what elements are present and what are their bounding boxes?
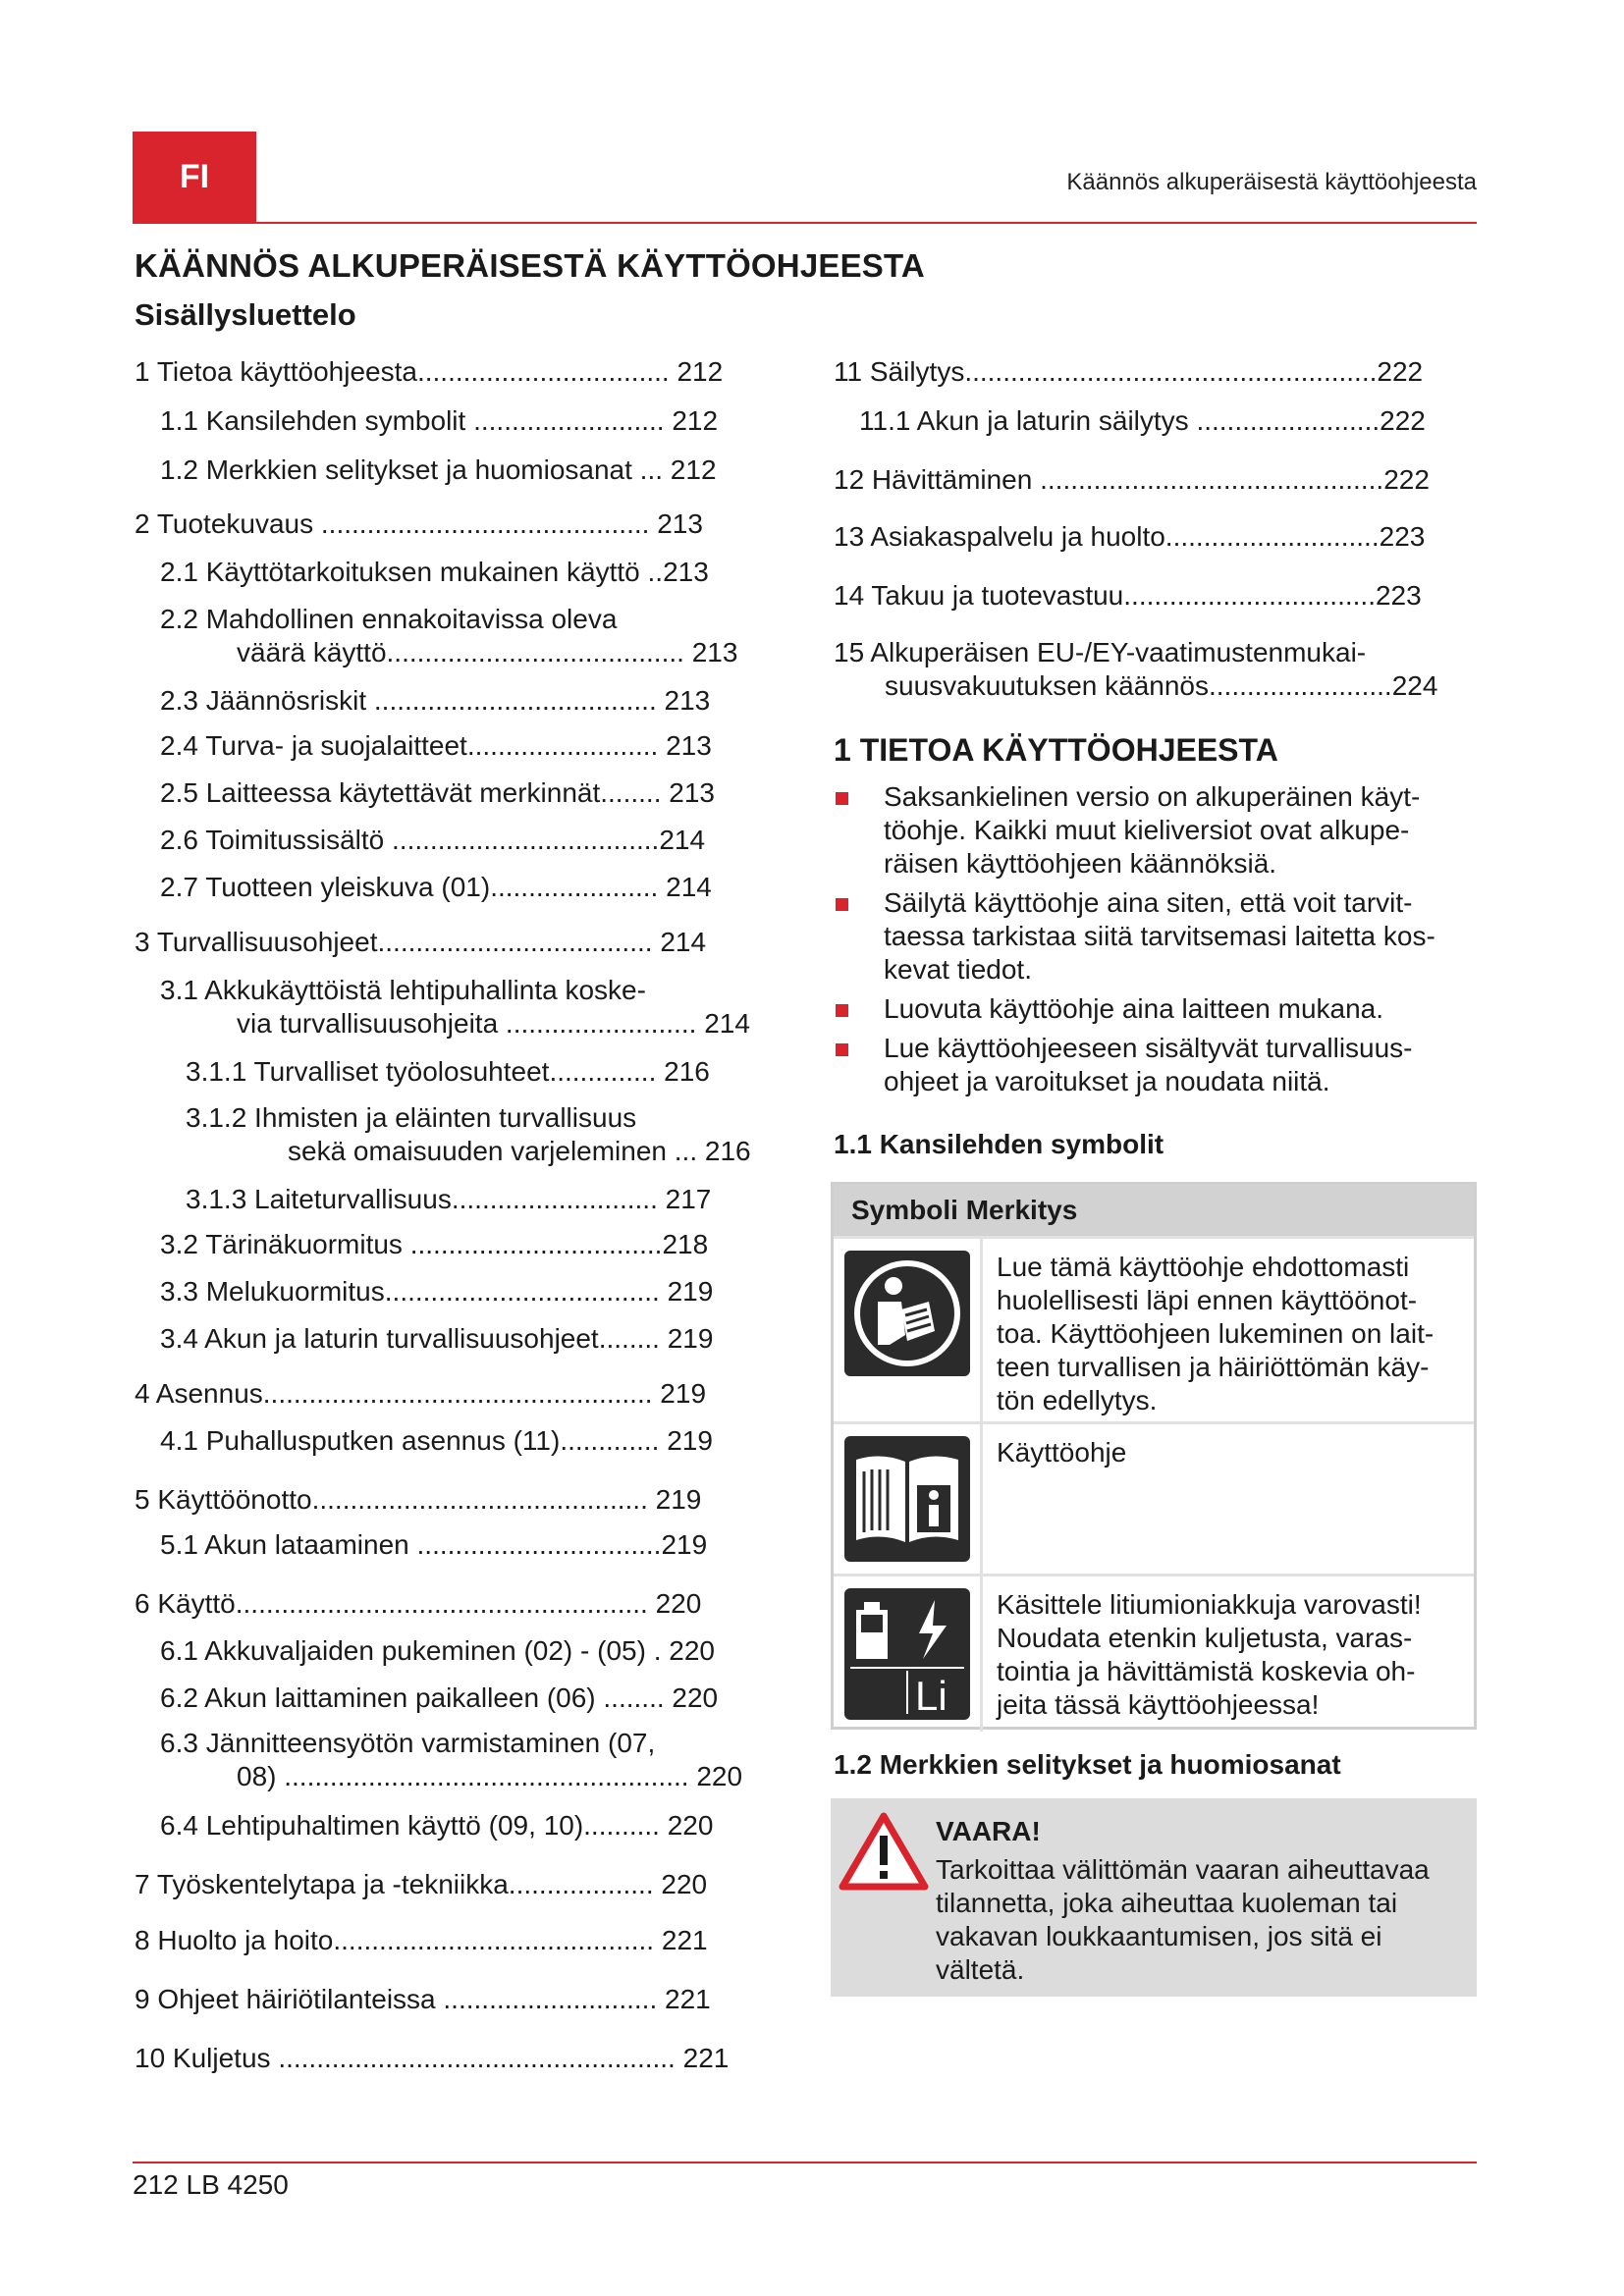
symbol-row: [834, 1574, 1474, 1732]
toc-entry-label: 3.1.1 Turvalliset työolosuhteet..............: [186, 1056, 657, 1087]
bullet-item: Saksankielinen versio on alkuperäinen käyt-töohje. Kaikki muut kieliversiot ovat alkupe-räisen käyttöohjeen käännöksiä.: [834, 780, 1482, 881]
toc-entry-label: 14 Takuu ja tuotevastuu.................................: [834, 580, 1376, 611]
toc-entry-page: 219: [667, 1323, 714, 1354]
toc-entry-page: 213: [657, 508, 703, 539]
section-1-bullets: [834, 780, 1482, 1104]
toc-entry-label: sekä omaisuuden varjeleminen ...: [288, 1136, 698, 1166]
toc-entry[interactable]: [834, 579, 1422, 613]
toc-entry[interactable]: [859, 404, 1426, 438]
toc-entry-label: 1.2 Merkkien selitykset ja huomiosanat ...: [160, 454, 664, 485]
running-header: Käännös alkuperäisestä käyttöohjeesta: [1066, 169, 1477, 195]
bullet-item: Luovuta käyttöohje aina laitteen mukana.: [834, 992, 1482, 1026]
read-manual-icon: [834, 1239, 983, 1421]
toc-entry[interactable]: [135, 1587, 701, 1621]
toc-entry-label: 15 Alkuperäisen EU-/EY-vaatimustenmukai-: [834, 637, 1367, 667]
toc-entry-page: 216: [664, 1056, 710, 1087]
toc-entry-page: 222: [1383, 464, 1430, 495]
toc-entry-page: 219: [660, 1378, 707, 1409]
toc-entry[interactable]: [135, 1483, 701, 1517]
toc-entry-label: 3 Turvallisuusohjeet....................................: [135, 927, 653, 957]
toc-entry[interactable]: [160, 404, 718, 438]
toc-entry[interactable]: [135, 1983, 711, 2016]
section-1-1-title: 1.1 Kansilehden symbolit: [834, 1129, 1164, 1159]
toc-entry-label: via turvallisuusohjeita .........................: [237, 1008, 697, 1039]
toc-entry[interactable]: [135, 926, 706, 959]
toc-entry-label: 2.2 Mahdollinen ennakoitavissa oleva: [160, 604, 618, 634]
toc-entry[interactable]: [237, 1007, 750, 1041]
toc-entry-label: 6.3 Jännitteensyötön varmistaminen (07,: [160, 1728, 656, 1758]
toc-entry-label: 2.3 Jäännösriskit .....................................: [160, 685, 657, 716]
bullet-item: Säilytä käyttöohje aina siten, että voit tarvit-taessa tarkistaa siitä tarvitsemasi laitetta kos-kevat tiedot.: [834, 886, 1482, 987]
toc-title: Sisällysluettelo: [135, 297, 356, 332]
toc-entry[interactable]: [160, 729, 712, 763]
toc-entry-label: 3.1 Akkukäyttöistä lehtipuhallinta koske-: [160, 975, 646, 1005]
symbol-table-header-text: Symboli Merkitys: [851, 1195, 1078, 1225]
toc-entry[interactable]: [160, 974, 646, 1007]
toc-entry[interactable]: [834, 355, 1423, 389]
toc-entry[interactable]: [135, 2042, 729, 2075]
toc-entry[interactable]: [160, 824, 705, 857]
toc-entry-label: 6.2 Akun laittaminen paikalleen (06) ........: [160, 1682, 665, 1713]
lithium-battery-icon: [834, 1576, 983, 1732]
toc-entry-label: 2.4 Turva- ja suojalaitteet.........................: [160, 730, 659, 761]
lithium-label: Li: [914, 1673, 947, 1719]
danger-text: Tarkoittaa välittömän vaaran aiheuttavaa tilannetta, joka aiheuttaa kuoleman tai vakavan loukkaantumisen, jos sitä ei vältetä.: [936, 1854, 1430, 1985]
toc-entry[interactable]: [135, 1868, 707, 1901]
toc-entry[interactable]: [834, 463, 1430, 497]
toc-entry[interactable]: [186, 1055, 710, 1089]
toc-entry-page: 220: [661, 1869, 708, 1899]
toc-entry-page: 218: [662, 1229, 709, 1259]
toc-entry[interactable]: [135, 1377, 706, 1411]
toc-entry[interactable]: [160, 871, 712, 904]
toc-entry[interactable]: [135, 355, 723, 389]
toc-entry[interactable]: [160, 1727, 655, 1760]
toc-entry-label: 4.1 Puhallusputken asennus (11).............: [160, 1425, 660, 1456]
toc-entry-label: 5.1 Akun lataaminen ................................: [160, 1529, 662, 1560]
toc-entry-page: 220: [696, 1761, 743, 1791]
toc-entry-page: 220: [655, 1588, 702, 1619]
symbol-row-text: Käsittele litiumioniakkuja varovasti! Noudata etenkin kuljetusta, varas-tointia ja hävittämistä koskevia oh-jeita tässä käyttöohjeessa!: [997, 1589, 1422, 1720]
toc-entry-label: 6.4 Lehtipuhaltimen käyttö (09, 10)..........: [160, 1810, 660, 1841]
toc-entry-label: 13 Asiakaspalvelu ja huolto............................: [834, 521, 1380, 552]
toc-entry[interactable]: [160, 684, 710, 718]
toc-entry-page: 220: [667, 1810, 714, 1841]
toc-entry[interactable]: [834, 636, 1366, 669]
toc-entry-label: 6 Käyttö......................................................: [135, 1588, 648, 1619]
toc-entry-label: 7 Työskentelytapa ja -tekniikka...................: [135, 1869, 654, 1899]
manual-info-icon: [834, 1424, 983, 1574]
toc-entry-page: 214: [659, 825, 706, 855]
toc-entry-page: 212: [670, 454, 717, 485]
toc-entry-page: 221: [661, 1925, 708, 1955]
symbol-row-text: Lue tämä käyttöohje ehdottomasti huolellisesti läpi ennen käyttöönot-toa. Käyttöohjeen lukeminen on lait-teen turvallisen ja häiriöttömän käy-tön edellytys.: [997, 1252, 1435, 1415]
toc-entry[interactable]: [160, 1634, 715, 1668]
warning-triangle-icon: [839, 1812, 929, 1896]
toc-entry-label: 5 Käyttöönotto............................................: [135, 1484, 648, 1515]
toc-entry-page: 222: [1377, 356, 1424, 387]
toc-entry[interactable]: [160, 1682, 718, 1715]
toc-entry-label: 3.1.3 Laiteturvallisuus...........................: [186, 1184, 658, 1214]
section-1-title: 1 TIETOA KÄYTTÖOHJEESTA: [834, 732, 1278, 768]
toc-entry[interactable]: [885, 669, 1437, 703]
toc-entry[interactable]: [237, 1760, 742, 1793]
toc-entry-page: 214: [666, 872, 712, 902]
toc-entry[interactable]: [237, 636, 737, 669]
symbol-row: [834, 1236, 1474, 1421]
toc-entry-label: 8 Huolto ja hoito..........................................: [135, 1925, 655, 1955]
toc-entry-page: 213: [663, 557, 709, 587]
toc-entry-page: 221: [665, 1984, 711, 2014]
symbol-row-text: Käyttöohje: [997, 1437, 1127, 1468]
toc-entry-page: 219: [667, 1425, 713, 1456]
toc-entry[interactable]: [834, 520, 1425, 554]
toc-entry-label: 08) .....................................................: [237, 1761, 689, 1791]
toc-entry-page: 212: [672, 405, 719, 436]
toc-entry-label: 1.1 Kansilehden symbolit .........................: [160, 405, 665, 436]
toc-entry-page: 220: [672, 1682, 719, 1713]
toc-entry[interactable]: [160, 776, 715, 810]
page-footer: 212 LB 4250: [133, 2169, 289, 2200]
toc-entry[interactable]: [288, 1135, 751, 1168]
toc-entry[interactable]: [160, 1228, 708, 1261]
toc-entry-page: 214: [704, 1008, 750, 1039]
toc-entry-page: 222: [1380, 405, 1426, 436]
language-code: FI: [179, 157, 210, 195]
toc-entry-label: 2.7 Tuotteen yleiskuva (01)......................: [160, 872, 659, 902]
language-tab: [133, 132, 256, 222]
toc-entry[interactable]: [186, 1183, 711, 1216]
toc-entry-label: 4 Asennus...................................................: [135, 1378, 653, 1409]
toc-entry-label: 2.5 Laitteessa käytettävät merkinnät........: [160, 777, 662, 808]
toc-entry[interactable]: [186, 1101, 636, 1135]
toc-entry-label: 3.1.2 Ihmisten ja eläinten turvallisuus: [186, 1102, 637, 1133]
toc-entry-page: 220: [669, 1635, 715, 1666]
toc-entry-page: 219: [661, 1529, 708, 1560]
toc-entry[interactable]: [160, 1809, 713, 1842]
toc-entry-label: 2.1 Käyttötarkoituksen mukainen käyttö ..: [160, 557, 664, 587]
toc-entry[interactable]: [160, 556, 709, 589]
toc-entry-label: 6.1 Akkuvaljaiden pukeminen (02) - (05) .: [160, 1635, 662, 1666]
toc-entry[interactable]: [160, 1528, 707, 1562]
toc-entry-page: 223: [1375, 580, 1422, 611]
symbol-row: [834, 1421, 1474, 1574]
toc-entry[interactable]: [135, 1924, 708, 1957]
toc-entry[interactable]: [160, 603, 617, 636]
danger-title: VAARA!: [936, 1816, 1041, 1846]
danger-notice: [831, 1798, 1477, 1997]
toc-entry-page: 223: [1379, 521, 1426, 552]
footer-rule: [133, 2162, 1477, 2163]
toc-entry-page: 219: [667, 1276, 714, 1307]
toc-entry-page: 224: [1391, 670, 1438, 701]
toc-entry-page: 213: [669, 777, 715, 808]
toc-entry-page: 213: [664, 685, 711, 716]
toc-entry-page: 212: [677, 356, 724, 387]
toc-entry-page: 213: [691, 637, 738, 667]
toc-entry-label: 1 Tietoa käyttöohjeesta.................................: [135, 356, 670, 387]
toc-entry-page: 221: [682, 2043, 730, 2073]
symbol-table-header: [834, 1185, 1474, 1236]
toc-entry-label: väärä käyttö.......................................: [237, 637, 684, 667]
toc-entry-label: 3.2 Tärinäkuormitus .................................: [160, 1229, 663, 1259]
toc-entry-label: 9 Ohjeet häiriötilanteissa ............................: [135, 1984, 658, 2014]
toc-entry-page: 216: [704, 1136, 751, 1166]
toc-entry-label: 11 Säilytys......................................................: [834, 356, 1378, 387]
toc-entry[interactable]: [160, 1275, 713, 1308]
toc-entry-page: 217: [665, 1184, 712, 1214]
header-rule: [133, 222, 1477, 224]
toc-entry[interactable]: [160, 454, 717, 487]
document-title: KÄÄNNÖS ALKUPERÄISESTÄ KÄYTTÖOHJEESTA: [135, 247, 925, 284]
toc-entry-label: 2 Tuotekuvaus ...........................................: [135, 508, 650, 539]
toc-entry-label: 11.1 Akun ja laturin säilytys ........................: [859, 405, 1380, 436]
toc-entry-page: 213: [666, 730, 712, 761]
bullet-item: Lue käyttöohjeeseen sisältyvät turvallisuus-ohjeet ja varoitukset ja noudata niitä.: [834, 1032, 1482, 1098]
toc-entry[interactable]: [160, 1424, 713, 1458]
toc-entry-label: 3.4 Akun ja laturin turvallisuusohjeet........: [160, 1323, 660, 1354]
toc-entry-page: 219: [655, 1484, 702, 1515]
toc-entry-page: 214: [660, 927, 707, 957]
toc-entry-label: 12 Hävittäminen .............................................: [834, 464, 1384, 495]
toc-entry[interactable]: [135, 507, 703, 541]
toc-entry-label: 3.3 Melukuormitus....................................: [160, 1276, 660, 1307]
toc-entry-label: 2.6 Toimitussisältö ...................................: [160, 825, 660, 855]
symbol-table: [831, 1182, 1477, 1730]
toc-entry-label: suusvakuutuksen käännös........................: [885, 670, 1392, 701]
toc-entry[interactable]: [160, 1322, 713, 1356]
section-1-2-title: 1.2 Merkkien selitykset ja huomiosanat: [834, 1749, 1341, 1780]
toc-entry-label: 10 Kuljetus ....................................................: [135, 2043, 676, 2073]
